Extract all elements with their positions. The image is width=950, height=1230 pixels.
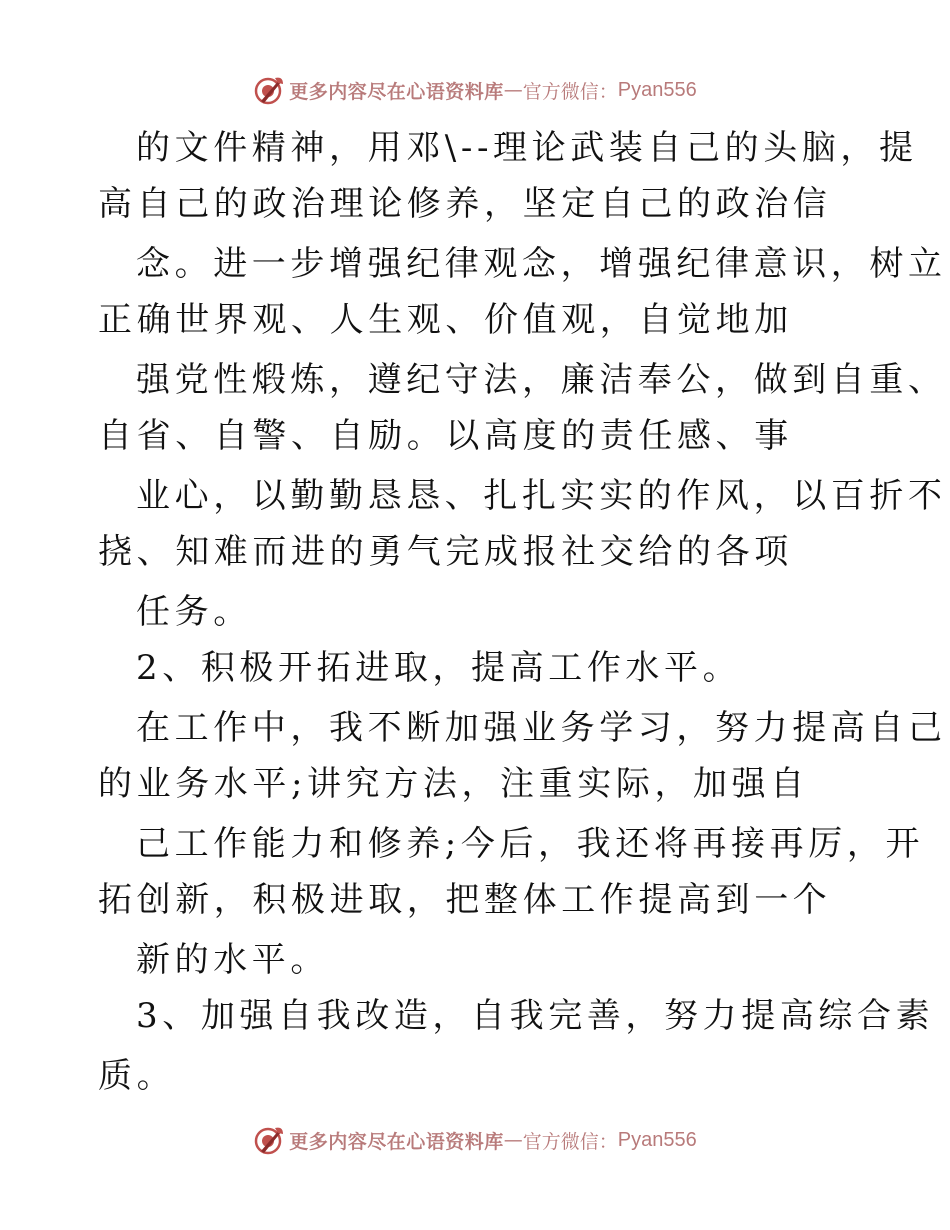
body-line: 挠、知难而进的勇气完成报社交给的各项 (98, 532, 793, 572)
section-heading: 3、加强自我改造，自我完善，努力提高综合素 (136, 996, 935, 1036)
section-heading: 2、积极开拓进取，提高工作水平。 (136, 648, 742, 688)
header-separator: — (503, 79, 523, 101)
header-brand-text: 更多内容尽在心语资料库 (289, 80, 504, 103)
footer-wechat-label: 官方微信： (522, 1130, 618, 1153)
header-wechat-id: Pyan556 (617, 78, 697, 101)
body-line: 新的水平。 (136, 940, 329, 980)
body-line: 念。进一步增强纪律观念，增强纪律意识，树立 (136, 244, 947, 284)
body-line: 质。 (98, 1056, 176, 1096)
body-line: 自省、自警、自励。以高度的责任感、事 (98, 416, 793, 456)
body-line: 在工作中，我不断加强业务学习，努力提高自己 (136, 708, 947, 748)
body-line: 高自己的政治理论修养，坚定自己的政治信 (98, 184, 832, 224)
quill-logo-icon (253, 74, 285, 106)
body-line: 拓创新，积极进取，把整体工作提高到一个 (98, 880, 832, 920)
header-banner (0, 70, 950, 110)
body-line: 业心，以勤勤恳恳、扎扎实实的作风，以百折不 (136, 476, 947, 516)
footer-wechat-id: Pyan556 (617, 1128, 697, 1151)
body-line: 的业务水平;讲究方法，注重实际，加强自 (98, 764, 809, 804)
body-line: 己工作能力和修养;今后，我还将再接再厉，开 (136, 824, 925, 864)
footer-separator: — (503, 1129, 523, 1151)
header-wechat-label: 官方微信： (522, 80, 618, 103)
footer-brand-text: 更多内容尽在心语资料库 (289, 1130, 504, 1153)
body-line: 强党性煅炼，遵纪守法，廉洁奉公，做到自重、 (136, 360, 947, 400)
footer-banner (0, 1120, 950, 1160)
body-line: 任务。 (136, 592, 252, 632)
quill-logo-icon (253, 1124, 285, 1156)
body-line: 的文件精神，用邓\--理论武装自己的头脑，提 (136, 128, 918, 168)
body-line: 正确世界观、人生观、价值观，自觉地加 (98, 300, 793, 340)
